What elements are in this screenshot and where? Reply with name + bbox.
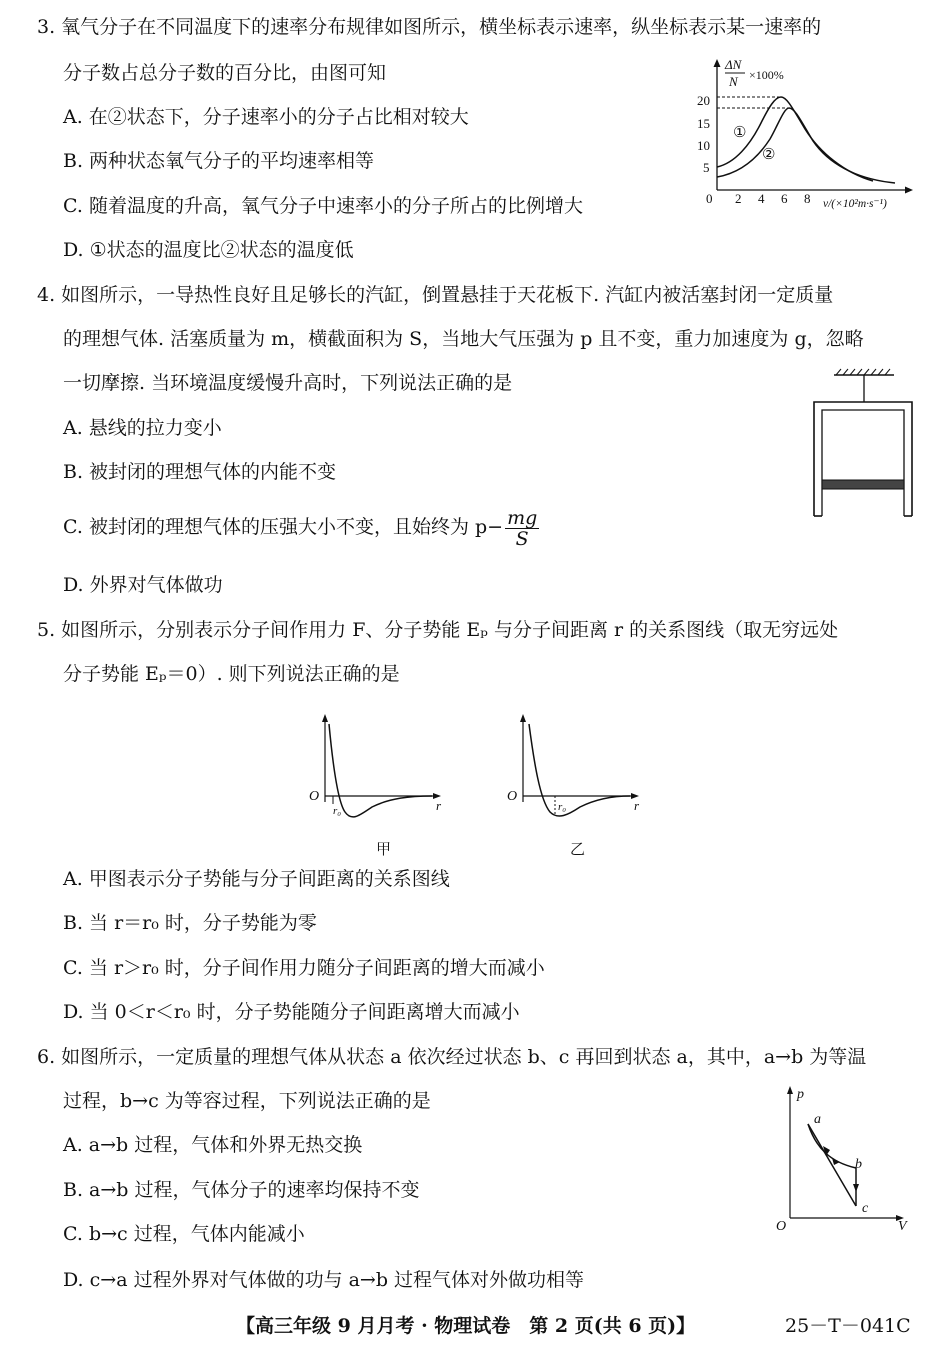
curve <box>529 724 630 816</box>
q3-stem-line2: 分子数占总分子数的百分比，由图可知 <box>63 62 387 84</box>
x-tick-8: 8 <box>804 191 811 206</box>
y-axis-arrow <box>520 714 526 722</box>
y-tick-20: 20 <box>697 93 710 108</box>
r0-label: r₀ <box>558 801 567 813</box>
v-label: V <box>898 1219 907 1232</box>
cylinder-wall <box>814 402 912 516</box>
q4-cylinder-diagram <box>808 368 920 520</box>
q6-stem-line2: 过程，b→c 为等容过程，下列说法正确的是 <box>63 1090 431 1112</box>
r0-label: r₀ <box>333 805 342 817</box>
caption-jia: 甲 <box>376 842 392 858</box>
q6-option-c: C. b→c 过程，气体内能减小 <box>63 1223 305 1245</box>
q3-stem-line1: 3. 氧气分子在不同温度下的速率分布规律如图所示，横坐标表示速率，纵坐标表示某一速率的 <box>37 16 822 38</box>
x-tick-4: 4 <box>758 191 765 206</box>
arrow-b-to-c <box>853 1184 859 1192</box>
x-tick-2: 2 <box>735 191 742 206</box>
q5-option-b: B. 当 r＝r₀ 时，分子势能为零 <box>63 912 317 934</box>
state-b-label: b <box>855 1157 862 1172</box>
q5-graph-jia <box>300 712 450 862</box>
p-axis-arrow <box>787 1086 793 1094</box>
x-tick-6: 6 <box>781 191 788 206</box>
y-tick-10: 10 <box>697 138 710 153</box>
q3-option-b: B. 两种状态氧气分子的平均速率相等 <box>63 150 375 172</box>
y-label-num: ΔN <box>725 57 742 72</box>
q4-option-c-fraction <box>505 508 539 549</box>
curve-2-label: ② <box>762 147 776 163</box>
q5-stem-line2: 分子势能 Eₚ＝0）. 则下列说法正确的是 <box>63 663 400 685</box>
y-label-suffix: ×100% <box>749 68 784 82</box>
q4-stem-line3: 一切摩擦. 当环境温度缓慢升高时，下列说法正确的是 <box>63 372 513 394</box>
y-axis-arrow <box>714 59 721 67</box>
y-label-den: N <box>729 74 738 89</box>
q4-stem-line2: 的理想气体. 活塞质量为 m，横截面积为 S，当地大气压强为 p 且不变，重力加速度为 g，忽略 <box>63 328 864 350</box>
q5-graph-yi <box>498 712 648 862</box>
state-a-label: a <box>814 1112 821 1127</box>
q6-stem-line1: 6. 如图所示，一定质量的理想气体从状态 a 依次经过状态 b、c 再回到状态 a，其中，a→b 为等温 <box>37 1046 867 1068</box>
q6-option-a: A. a→b 过程，气体和外界无热交换 <box>63 1134 363 1156</box>
q4-option-d: D. 外界对气体做功 <box>63 574 223 596</box>
r-axis-label: r <box>436 798 442 813</box>
q5-option-a: A. 甲图表示分子势能与分子间距离的关系图线 <box>63 868 450 890</box>
q6-option-b: B. a→b 过程，气体分子的速率均保持不变 <box>63 1179 420 1201</box>
q4-option-a: A. 悬线的拉力变小 <box>63 417 222 439</box>
q3-speed-distribution-chart <box>695 55 925 215</box>
curve-2 <box>717 108 895 183</box>
footer-code: 25－T－041C <box>785 1315 911 1337</box>
p-label: p <box>797 1087 804 1102</box>
q4-option-c <box>63 505 541 549</box>
process-c-to-a <box>808 1124 856 1206</box>
q3-option-d: D. ①状态的温度比②状态的温度低 <box>63 239 354 261</box>
origin-label: O <box>507 789 518 804</box>
r-axis-label: r <box>634 798 640 813</box>
q5-option-c: C. 当 r＞r₀ 时，分子间作用力随分子间距离的增大而减小 <box>63 957 545 979</box>
q4-option-c-text: C. 被封闭的理想气体的压强大小不变，且始终为 p− <box>63 516 504 538</box>
state-c-label: c <box>862 1201 869 1216</box>
q6-option-d: D. c→a 过程外界对气体做的功与 a→b 过程气体对外做功相等 <box>63 1269 585 1291</box>
cylinder-inner-wall <box>822 410 904 516</box>
arrow-a-to-b <box>832 1158 840 1165</box>
origin-label: 0 <box>706 191 713 206</box>
y-tick-15: 15 <box>697 116 710 131</box>
origin-label: O <box>776 1219 787 1232</box>
x-axis-arrow <box>905 187 913 194</box>
q4-option-b: B. 被封闭的理想气体的内能不变 <box>63 461 337 483</box>
y-tick-5: 5 <box>703 160 710 175</box>
curve-1-label: ① <box>733 125 747 141</box>
q4-stem-line1: 4. 如图所示，一导热性良好且足够长的汽缸，倒置悬挂于天花板下. 汽缸内被活塞封闭一定质量 <box>37 284 834 306</box>
q4-fraction-numerator: mg <box>507 506 538 529</box>
isotherm-a-to-b <box>808 1124 856 1168</box>
piston <box>822 480 904 489</box>
origin-label: O <box>309 789 320 804</box>
q3-option-c: C. 随着温度的升高，氧气分子中速率小的分子所占的比例增大 <box>63 195 583 217</box>
q3-option-a: A. 在②状态下，分子速率小的分子占比相对较大 <box>63 106 469 128</box>
q4-fraction-denominator: S <box>515 527 529 550</box>
x-axis-label: v/(×10²m·s⁻¹) <box>823 198 887 210</box>
footer-title: 【高三年级 9 月月考 · 物理试卷 第 2 页(共 6 页)】 <box>236 1315 696 1337</box>
curve <box>329 724 432 817</box>
q5-option-d: D. 当 0＜r＜r₀ 时，分子势能随分子间距离增大而减小 <box>63 1001 520 1023</box>
ceiling-hatch <box>836 369 890 375</box>
y-axis-arrow <box>322 714 328 722</box>
caption-yi: 乙 <box>570 842 586 858</box>
q5-stem-line1: 5. 如图所示，分别表示分子间作用力 F、分子势能 Eₚ 与分子间距离 r 的关系图线（取无穷远处 <box>37 619 839 641</box>
q6-pv-diagram <box>770 1080 915 1232</box>
